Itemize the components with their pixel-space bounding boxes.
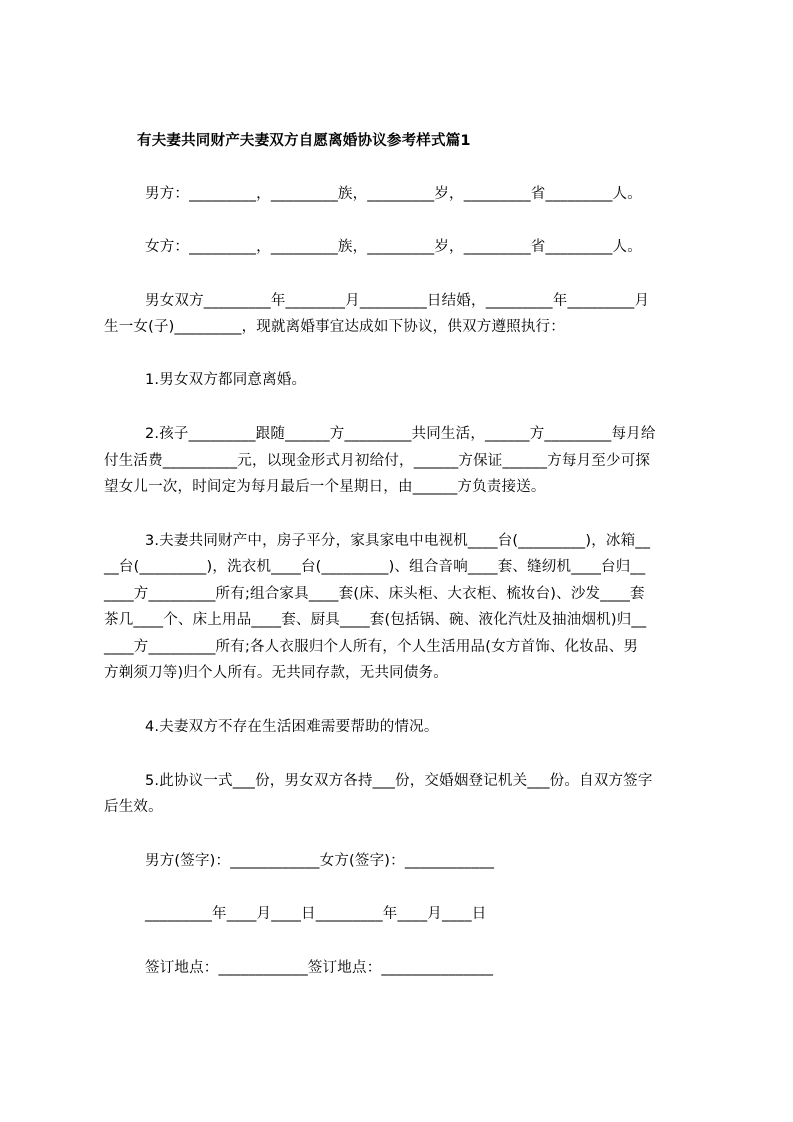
clause-2-line-1: 2.孩子_________跟随______方_________共同生活，______方_________每月给 <box>145 426 656 442</box>
clause-3-line-6: 方剃须刀等)归个人所有。无共同存款，无共同债务。 <box>104 665 448 681</box>
signature-line: 男方(签字)：____________女方(签字)：____________ <box>145 853 495 869</box>
date-line: _________年____月____日_________年____月____日 <box>145 906 487 922</box>
woman-info-line: 女方：_________，_________族，_________岁，_________省_________人。 <box>145 239 642 255</box>
document-title: 有夫妻共同财产夫妻双方自愿离婚协议参考样式篇1 <box>137 133 471 149</box>
clause-3-line-1: 3.夫妻共同财产中，房子平分，家具家电中电视机____台(_________)，冰箱__ <box>145 533 651 549</box>
clause-2-line-2: 付生活费__________元，以现金形式月初给付，______方保证______方每月至少可探 <box>104 453 651 469</box>
man-info-line: 男方：_________，_________族，_________岁，_________省_________人。 <box>145 186 642 202</box>
clause-4: 4.夫妻双方不存在生活困难需要帮助的情况。 <box>145 719 439 735</box>
signing-place-line: 签订地点：____________签订地点：_______________ <box>145 960 494 976</box>
clause-2-line-3: 望女儿一次，时间定为每月最后一个星期日，由______方负责接送。 <box>104 479 546 495</box>
intro-line-2: 生一女(子)_________，现就离婚事宜达成如下协议，供双方遵照执行： <box>104 319 565 335</box>
clause-3-line-5: ____方_________所有;各人衣服归个人所有，个人生活用品(女方首饰、化妆品、男 <box>104 639 639 655</box>
intro-line-1: 男女双方_________年________月_________日结婚，_________年_________月 <box>145 293 650 309</box>
clause-3-line-4: 茶几____个、床上用品____套、厨具____套(包括锅、碗、液化汽灶及抽油烟机)归__ <box>104 612 647 628</box>
clause-5-line-1: 5.此协议一式___份，男女双方各持___份，交婚姻登记机关___份。自双方签字 <box>145 773 653 789</box>
clause-3-line-2: __台(_________)，洗衣机____台(_________)、组合音响____套、缝纫机____台归__ <box>104 559 646 575</box>
clause-3-line-3: ____方_________所有;组合家具____套(床、床头柜、大衣柜、梳妆台)、沙发____套 <box>104 586 645 602</box>
clause-1: 1.男女双方都同意离婚。 <box>145 372 307 388</box>
clause-5-line-2: 后生效。 <box>104 799 163 815</box>
